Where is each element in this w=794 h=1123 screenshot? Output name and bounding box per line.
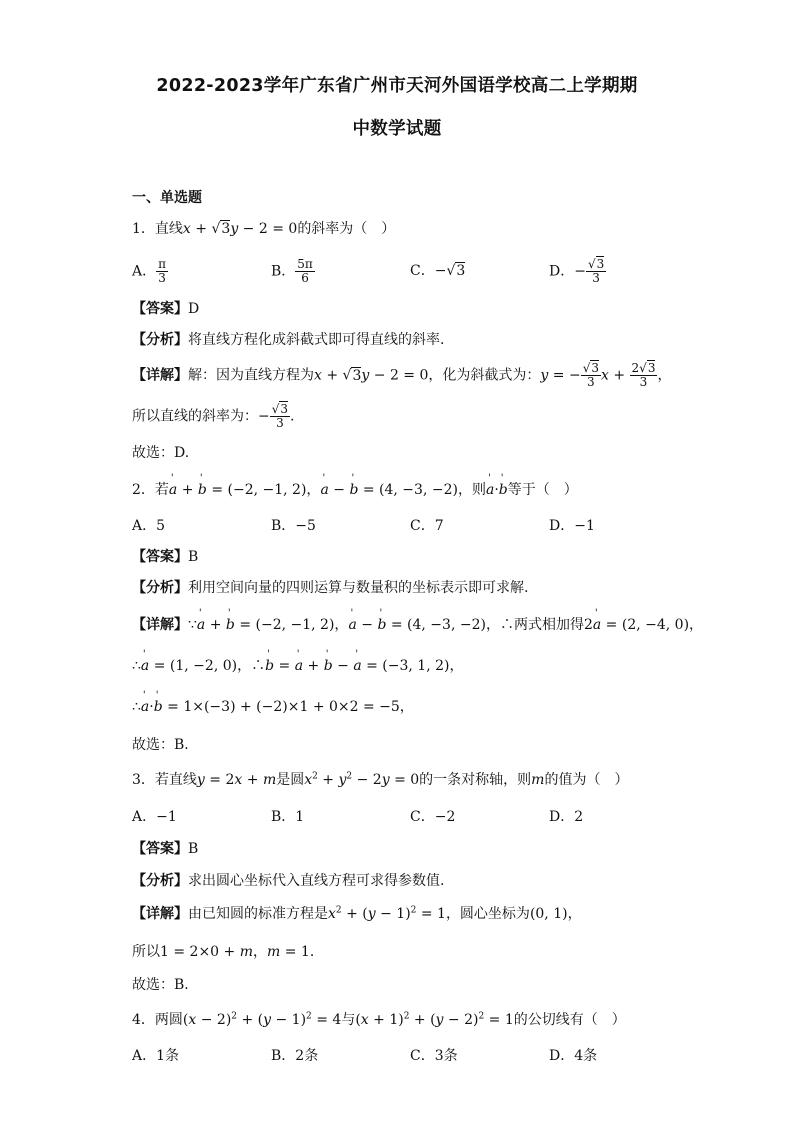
q1-analysis: 【分析】将直线方程化成斜截式即可得直线的斜率. (132, 332, 445, 348)
q3-detail: 【详解】由已知圆的标准方程是$x^2 + (y - 1)^2 = 1$，圆心坐标为(0, 1)， (132, 905, 582, 922)
q4-option-d: D．4条 (549, 1048, 598, 1064)
q2-analysis: 【分析】利用空间向量的四则运算与数量积的坐标表示即可求解. (132, 580, 529, 596)
q2-step-b: ∴' a·' b = 1×(−3) + (−2)×1 + 0×2 = −5， (132, 696, 414, 716)
q1-conclusion: 所以直线的斜率为：− $\frac{√3}{3}$ . (132, 402, 295, 430)
q1-detail: 【详解】解：因为直线方程为x + √3y − 2 = 0，化为斜截式为：y = − $\frac{√3}{3}$ x + $\frac{2√3}{3}$ ， (132, 361, 672, 389)
q3-option-c: C．−2 (410, 809, 456, 825)
q2-stem: 2．若' a + ' b = (−2, −1, 2)，' a − ' b = (4, −3, −2)，则' a·' b等于（ ） (132, 479, 578, 499)
q3-answer: 【答案】B (132, 841, 199, 857)
q2-answer: 【答案】B (132, 549, 199, 565)
q1-option-c: C．−√3 (410, 263, 466, 279)
q3-conclusion: 所以1 = 2×0 + m，m = 1． (132, 944, 324, 960)
q3-option-b: B．1 (271, 809, 305, 825)
q4-option-b: B．2条 (271, 1048, 319, 1064)
q3-final: 故选：B. (132, 977, 189, 993)
q2-final: 故选：B. (132, 737, 189, 753)
q3-analysis: 【分析】求出圆心坐标代入直线方程可求得参数值. (132, 873, 445, 889)
doc-title-line1: 2022-2023学年广东省广州市天河外国语学校高二上学期期 (156, 76, 638, 96)
q1-option-d: D．− $\frac{√3}{3}$ (549, 257, 605, 285)
q3-option-a: A．−1 (132, 809, 177, 825)
q3-option-d: D．2 (549, 809, 584, 825)
q2-option-b: B．−5 (271, 518, 316, 534)
q4-option-c: C．3条 (410, 1048, 458, 1064)
q1-answer: 【答案】D (132, 301, 200, 317)
q4-stem: 4．两圆$(x - 2)^2 + (y - 1)^2 = 4$与$(x + 1)^2 + (y - 2)^2 = 1$的公切线有（ ） (132, 1011, 626, 1028)
q4-option-a: A．1条 (132, 1048, 180, 1064)
q3-stem: 3．若直线y = 2x + m是圆$x^2 + y^2 - 2y = 0$的一条对称轴，则m的值为（ ） (132, 771, 629, 788)
q2-detail: 【详解】∵' a + ' b = (−2, −1, 2)，' a − ' b = (4, −3, −2)，∴两式相加得2' a = (2, −4, 0)， (132, 614, 703, 634)
q1-final: 故选：D. (132, 445, 190, 461)
q2-option-d: D．−1 (549, 518, 595, 534)
q1-option-a: A． $\frac{\pi}{3}$ (132, 257, 167, 285)
q1-stem: 1．直线x + √3y − 2 = 0的斜率为（ ） (132, 221, 396, 237)
section-heading: 一、单选题 (132, 190, 202, 206)
q1-option-b: B． $\frac{5\pi}{6}$ (271, 257, 313, 285)
doc-title-line2: 中数学试题 (352, 119, 442, 139)
q2-option-c: C．7 (410, 518, 444, 534)
q2-step-a: ∴' a = (1, −2, 0)，∴' b = ' a + ' b − ' a = (−3, 1, 2)， (132, 655, 463, 675)
q2-option-a: A．5 (132, 518, 166, 534)
